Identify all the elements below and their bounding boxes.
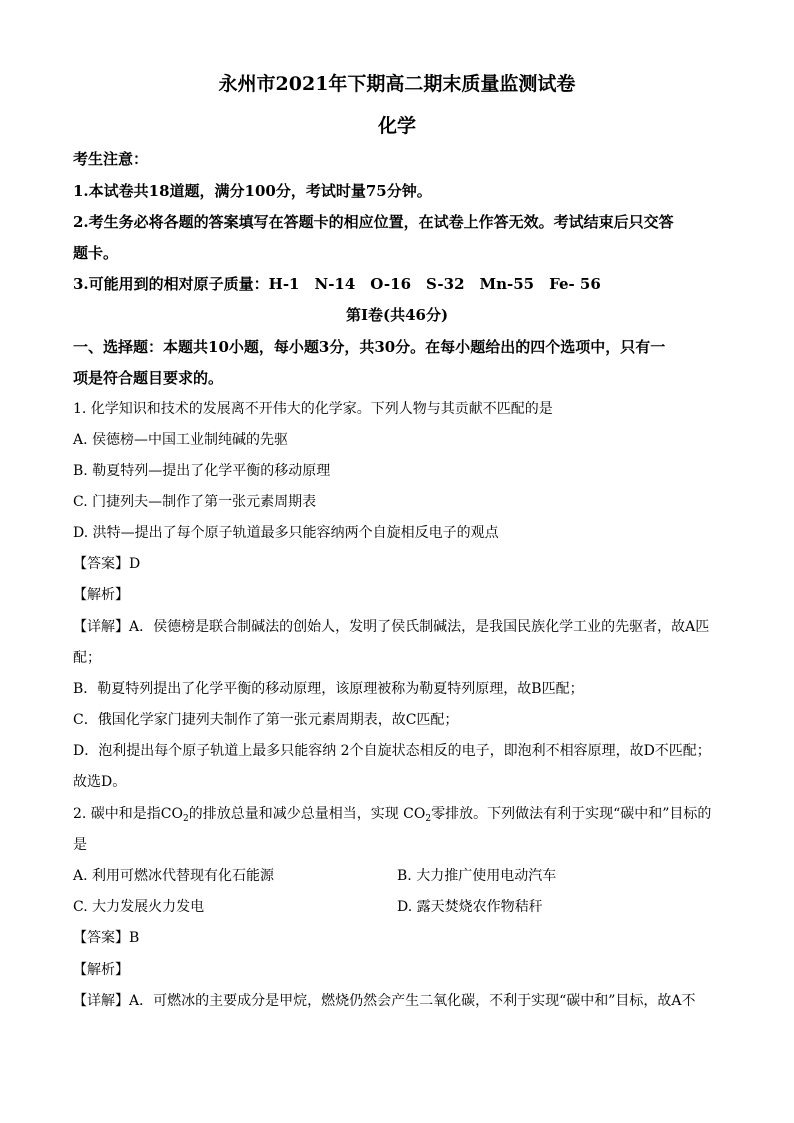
q2-option-c: C. 大力发展火力发电 <box>73 899 205 915</box>
q2-sub-2: 2 <box>425 814 432 824</box>
q2-stem-cont: 是 <box>73 837 87 853</box>
q1-option-c: C. 门捷列夫—制作了第一张元素周期表 <box>73 494 317 510</box>
notice-item-3: 3.可能用到的相对原子质量：H-1 N-14 O-16 S-32 Mn-55 Fe- 56 <box>73 275 601 293</box>
q2-stem-part-b: 的排放总量和减少总量相当，实现 CO <box>188 806 426 822</box>
q1-detail-5: D．泡利提出每个原子轨道上最多只能容纳 2个自旋状态相反的电子，即泡利不相容原理，故D不匹配； <box>73 743 711 759</box>
exam-title: 永州市2021年下期高二期末质量监测试卷 <box>218 73 576 95</box>
q2-stem <box>73 804 711 829</box>
q2-stem-part-c: 零排放。下列做法有利于实现“碳中和”目标的 <box>431 806 712 822</box>
q1-detail-2: 配； <box>73 650 101 666</box>
notice-item-2: 2.考生务必将各题的答案填写在答题卡的相应位置，在试卷上作答无效。考试结束后只交答 <box>73 213 674 231</box>
subject-title: 化学 <box>377 115 416 137</box>
q2-option-d: D. 露天焚烧农作物秸秆 <box>397 899 543 915</box>
q2-detail-1: 【详解】A．可燃冰的主要成分是甲烷，燃烧仍然会产生二氧化碳，不利于实现“碳中和”目标，故A不 <box>73 993 696 1009</box>
q1-detail-3: B．勒夏特列提出了化学平衡的移动原理，该原理被称为勒夏特列原理，故B匹配； <box>73 681 584 697</box>
q1-option-a: A. 侯德榜—中国工业制纯碱的先驱 <box>73 432 289 448</box>
q2-analysis-label: 【解析】 <box>73 962 129 978</box>
q2-option-b: B. 大力推广使用电动汽车 <box>397 868 557 884</box>
q1-detail-6: 故选D。 <box>73 774 127 790</box>
notice-item-2-cont: 题卡。 <box>73 244 119 262</box>
q2-option-a: A. 利用可燃冰代替现有化石能源 <box>73 868 275 884</box>
q1-stem: 1. 化学知识和技术的发展离不开伟大的化学家。下列人物与其贡献不匹配的是 <box>73 401 553 417</box>
q2-answer: 【答案】B <box>73 930 140 946</box>
notice-heading: 考生注意： <box>73 150 149 168</box>
part1-instruction: 一、选择题：本题共10小题，每小题3分，共30分。在每小题给出的四个选项中，只有一 <box>73 338 666 356</box>
q1-analysis-label: 【解析】 <box>73 587 129 603</box>
q1-option-d: D. 洪特—提出了每个原子轨道最多只能容纳两个自旋相反电子的观点 <box>73 525 499 541</box>
q1-detail-4: C．俄国化学家门捷列夫制作了第一张元素周期表，故C匹配； <box>73 712 459 728</box>
q1-detail-1: 【详解】A．侯德榜是联合制碱法的创始人，发明了侯氏制碱法，是我国民族化学工业的先驱者，故A匹 <box>73 619 710 635</box>
notice-item-1: 1.本试卷共18道题，满分100分，考试时量75分钟。 <box>73 182 432 200</box>
part1-instruction-cont: 项是符合题目要求的。 <box>73 369 224 387</box>
q2-stem-part-a: 2. 碳中和是指CO <box>73 806 183 822</box>
q1-option-b: B. 勒夏特列—提出了化学平衡的移动原理 <box>73 463 331 479</box>
q1-answer: 【答案】D <box>73 556 141 572</box>
q2-sub-1: 2 <box>183 814 189 824</box>
section-title: 第I卷(共46分) <box>345 306 449 324</box>
